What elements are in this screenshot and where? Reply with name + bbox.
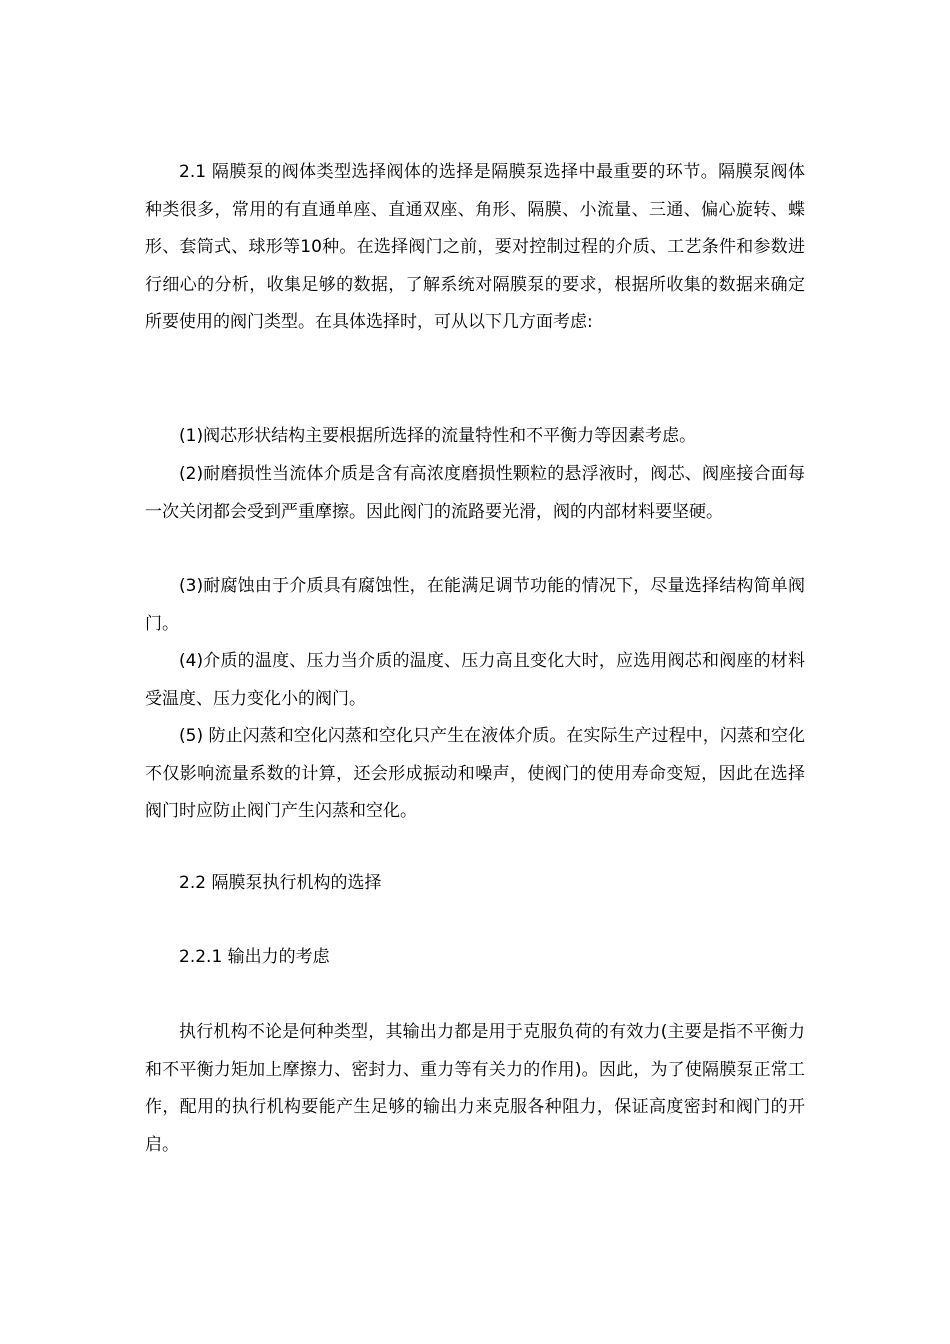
paragraph-valve-body-selection: 2.1 隔膜泵的阀体类型选择阀体的选择是隔膜泵选择中最重要的环节。隔膜泵阀体种类很多，常用的有直通单座、直通双座、角形、隔膜、小流量、三通、偏心旋转、蝶形、套筒式、球形等10种。在选择阀门之前，要对控制过程的介质、工艺条件和参数进行细心的分析，收集足够的数据，了解系统对隔膜泵的要求，根据所收集的数据来确定所要使用的阀门类型。在具体选择时，可从以下几方面考虑:: [145, 162, 805, 332]
paragraph-output-force: 执行机构不论是何种类型，其输出力都是用于克服负荷的有效力(主要是指不平衡力和不平衡力矩加上摩擦力、密封力、重力等有关力的作用)。因此，为了使隔膜泵正常工作，配用的执行机构要能产生足够的输出力来克服各种阻力，保证高度密封和阀门的开启。: [145, 1022, 805, 1155]
list-item-temperature-pressure: (4)介质的温度、压力当介质的温度、压力高且变化大时，应选用阀芯和阀座的材料受温度、压力变化小的阀门。: [145, 651, 805, 709]
list-item-flashing-cavitation: (5) 防止闪蒸和空化闪蒸和空化只产生在液体介质。在实际生产过程中，闪蒸和空化不仅影响流量系数的计算，还会形成振动和噪声，使阀门的使用寿命变短，因此在选择阀门时应防止阀门产生闪蒸和空化。: [145, 726, 805, 821]
subsection-heading-output-force: 2.2.1 输出力的考虑: [179, 947, 330, 967]
list-item-corrosion-resistance: (3)耐腐蚀由于介质具有腐蚀性，在能满足调节功能的情况下，尽量选择结构简单阀门。: [145, 576, 805, 634]
section-heading-actuator-selection: 2.2 隔膜泵执行机构的选择: [179, 873, 382, 893]
list-item-wear-resistance: (2)耐磨损性当流体介质是含有高浓度磨损性颗粒的悬浮液时，阀芯、阀座接合面每一次关闭都会受到严重摩擦。因此阀门的流路要光滑，阀的内部材料要坚硬。: [145, 464, 805, 522]
list-item-valve-core-shape: (1)阀芯形状结构主要根据所选择的流量特性和不平衡力等因素考虑。: [179, 426, 697, 446]
